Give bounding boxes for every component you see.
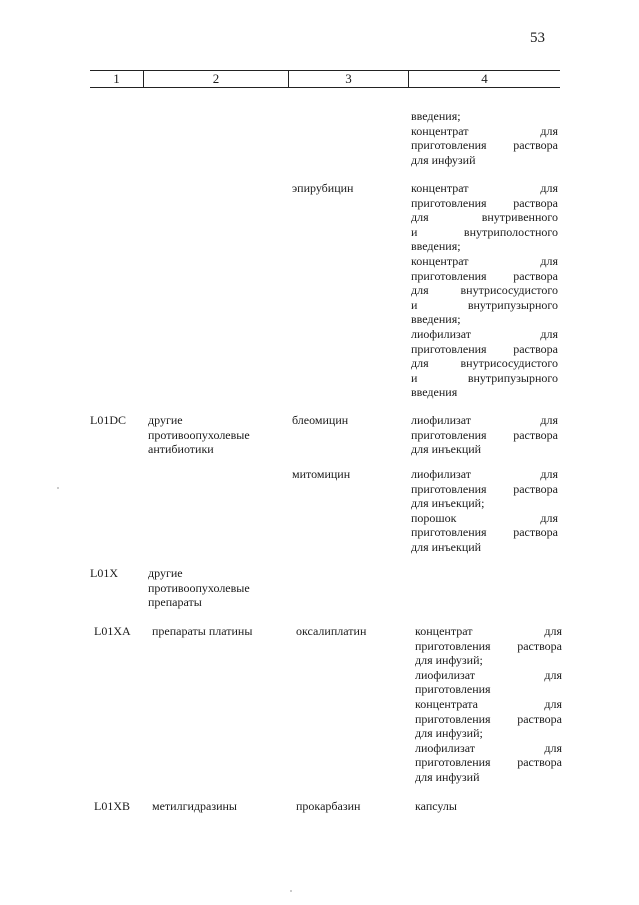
dosage-form-line: приготовления <box>415 682 491 697</box>
dosage-form-line: для инфузий <box>415 769 480 784</box>
atc-code: L01XB <box>94 799 130 813</box>
drug-name: эпирубицин <box>292 181 354 195</box>
dosage-form-line: концентрат для <box>411 181 558 195</box>
dosage-form-line: приготовления раствора <box>411 341 558 356</box>
header-col-3: 3 <box>288 71 408 87</box>
dosage-form-line: капсулы <box>415 799 457 813</box>
page-number: 53 <box>530 30 545 46</box>
atc-code: L01X <box>90 566 118 580</box>
dosage-form <box>415 624 562 785</box>
dosage-form <box>411 181 558 400</box>
dosage-form-line: порошок для <box>411 510 558 525</box>
scan-speck <box>290 890 292 892</box>
atc-code: L01DC <box>90 413 126 427</box>
dosage-form-line: введения <box>411 385 458 400</box>
group-name-line: другие <box>148 413 183 427</box>
drug-name: прокарбазин <box>296 799 361 813</box>
table-header-row <box>90 70 560 88</box>
dosage-form <box>411 109 558 167</box>
dosage-form-line: и внутриполостного <box>411 224 558 239</box>
group-name-line: антибиотики <box>148 442 214 457</box>
group-name <box>152 624 292 639</box>
dosage-form-line: для инфузий; <box>415 653 483 668</box>
dosage-form-line: приготовления раствора <box>411 195 558 210</box>
group-name-line: препараты платины <box>152 624 253 638</box>
scan-speck <box>57 487 59 489</box>
dosage-form-line: и внутрипузырного <box>411 297 558 312</box>
group-name-line: препараты <box>148 595 202 610</box>
dosage-form-line: лиофилизат для <box>411 467 558 481</box>
dosage-form-line: лиофилизат для <box>415 740 562 755</box>
dosage-form-line: введения; <box>411 239 461 254</box>
drug-name: блеомицин <box>292 413 349 427</box>
dosage-form-line: концентрат для <box>411 123 558 138</box>
group-name-line: противоопухолевые <box>148 427 250 442</box>
dosage-form-line: для внутрисосудистого <box>411 283 558 298</box>
group-name <box>148 413 288 457</box>
dosage-form-line: концентрата для <box>415 696 562 711</box>
atc-code: L01XA <box>94 624 131 638</box>
header-col-2: 2 <box>143 71 288 87</box>
dosage-form-line: для инъекций <box>411 442 482 457</box>
dosage-form-line: лиофилизат для <box>411 413 558 427</box>
dosage-form-line: приготовления раствора <box>415 755 562 770</box>
dosage-form-line: для внутрисосудистого <box>411 356 558 371</box>
dosage-form-line: концентрат для <box>411 253 558 268</box>
dosage-form-line: для инфузий <box>411 152 476 167</box>
dosage-form-line: для внутривенного <box>411 210 558 225</box>
dosage-form-line: концентрат для <box>415 624 562 638</box>
dosage-form <box>415 799 562 814</box>
dosage-form-line: для инъекций; <box>411 496 485 511</box>
dosage-form-line: приготовления раствора <box>411 525 558 540</box>
header-col-1: 1 <box>113 71 120 86</box>
group-name-line: противоопухолевые <box>148 580 250 595</box>
group-name-line: другие <box>148 566 183 580</box>
dosage-form-line: для инъекций <box>411 539 482 554</box>
dosage-form-line: приготовления раствора <box>415 711 562 726</box>
dosage-form-line: лиофилизат для <box>411 326 558 341</box>
group-name <box>152 799 292 814</box>
dosage-form-line: введения; <box>411 312 461 327</box>
group-name <box>148 566 288 610</box>
dosage-form <box>411 413 558 457</box>
dosage-form-line: и внутрипузырного <box>411 370 558 385</box>
dosage-form-line: приготовления раствора <box>411 138 558 153</box>
dosage-form-line: приготовления раствора <box>415 638 562 653</box>
group-name-line: метилгидразины <box>152 799 237 813</box>
dosage-form-line: приготовления раствора <box>411 427 558 442</box>
dosage-form-line: приготовления раствора <box>411 481 558 496</box>
dosage-form-line: для инфузий; <box>415 726 483 741</box>
dosage-form-line: приготовления раствора <box>411 268 558 283</box>
dosage-form-line: лиофилизат для <box>415 667 562 682</box>
drug-name: оксалиплатин <box>296 624 367 638</box>
header-col-4: 4 <box>408 71 560 87</box>
dosage-form <box>411 467 558 555</box>
dosage-form-line: введения; <box>411 109 461 123</box>
drug-name: митомицин <box>292 467 351 481</box>
